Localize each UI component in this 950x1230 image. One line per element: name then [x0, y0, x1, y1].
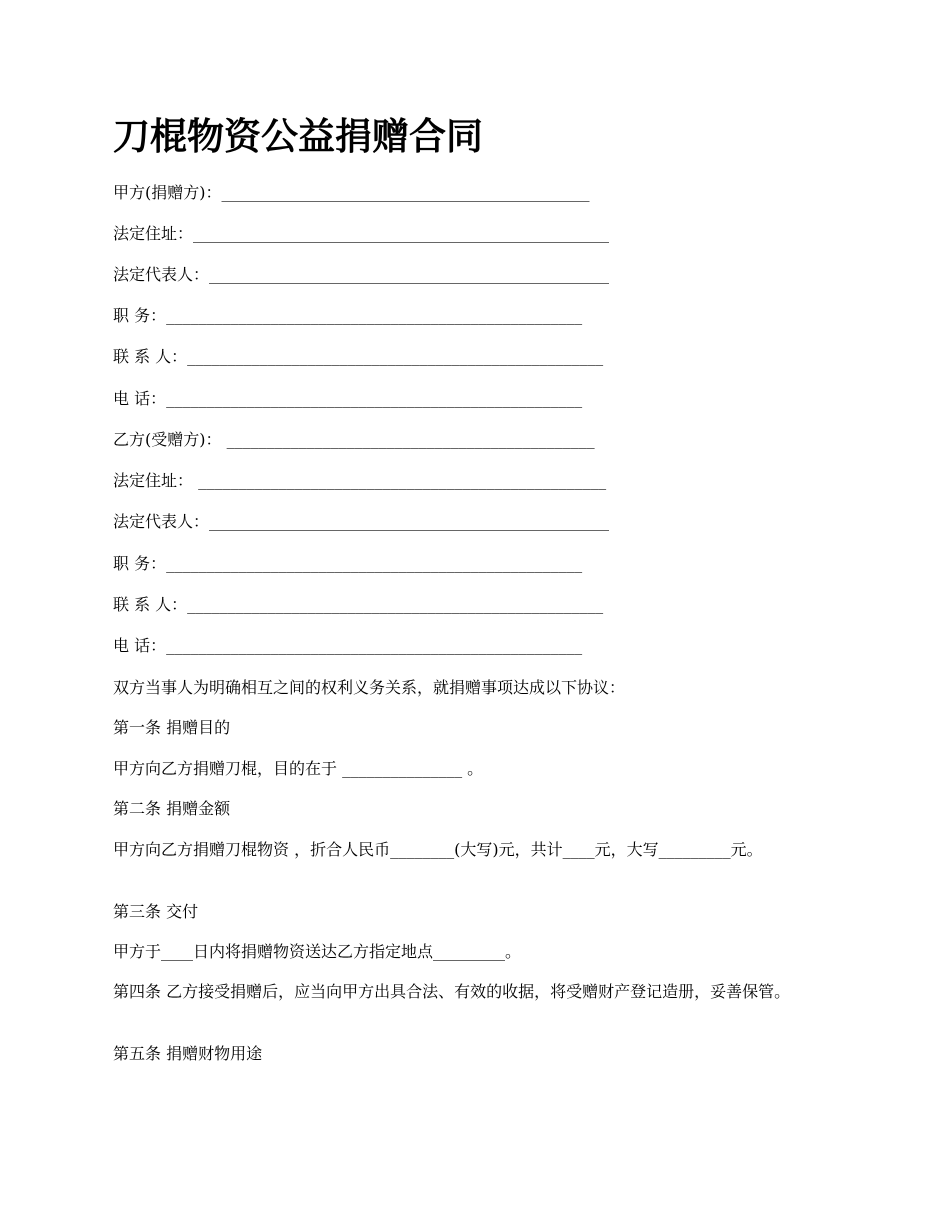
party-a-position-line: 职 务：____________________________________________________ — [113, 306, 583, 325]
document-title: 刀棍物资公益捐赠合同 — [113, 114, 483, 158]
agreement-intro: 双方当事人为明确相互之间的权利义务关系，就捐赠事项达成以下协议： — [113, 678, 626, 697]
article-1-body: 甲方向乙方捐赠刀棍，目的在于 _______________ 。 — [113, 759, 484, 778]
party-b-name-line: 乙方(受赠方)： ______________________________________________ — [113, 430, 595, 449]
party-b-address-line: 法定住址： ___________________________________________________ — [113, 471, 607, 490]
party-a-contact-line: 联 系 人：____________________________________________________ — [113, 347, 604, 366]
article-2-body: 甲方向乙方捐赠刀棍物资 ，折合人民币________(大写)元，共计____元，大写_________元。 — [113, 840, 763, 859]
party-a-name-line: 甲方(捐赠方)：______________________________________________ — [113, 183, 590, 202]
article-3-body: 甲方于____日内将捐赠物资送达乙方指定地点_________。 — [113, 942, 522, 961]
article-2-heading: 第二条 捐赠金额 — [113, 799, 231, 818]
party-b-contact-line: 联 系 人：____________________________________________________ — [113, 595, 604, 614]
article-5-heading: 第五条 捐赠财物用途 — [113, 1044, 263, 1063]
party-b-rep-line: 法定代表人：__________________________________________________ — [113, 512, 610, 531]
party-a-address-line: 法定住址：____________________________________________________ — [113, 224, 610, 243]
party-a-rep-line: 法定代表人：__________________________________________________ — [113, 265, 610, 284]
party-b-position-line: 职 务：____________________________________________________ — [113, 554, 583, 573]
party-a-phone-line: 电 话：____________________________________________________ — [113, 389, 583, 408]
article-4-heading: 第四条 乙方接受捐赠后，应当向甲方出具合法、有效的收据，将受赠财产登记造册，妥善保管。 — [113, 982, 791, 1001]
article-3-heading: 第三条 交付 — [113, 902, 199, 921]
party-b-phone-line: 电 话：____________________________________________________ — [113, 636, 583, 655]
article-1-heading: 第一条 捐赠目的 — [113, 718, 231, 737]
